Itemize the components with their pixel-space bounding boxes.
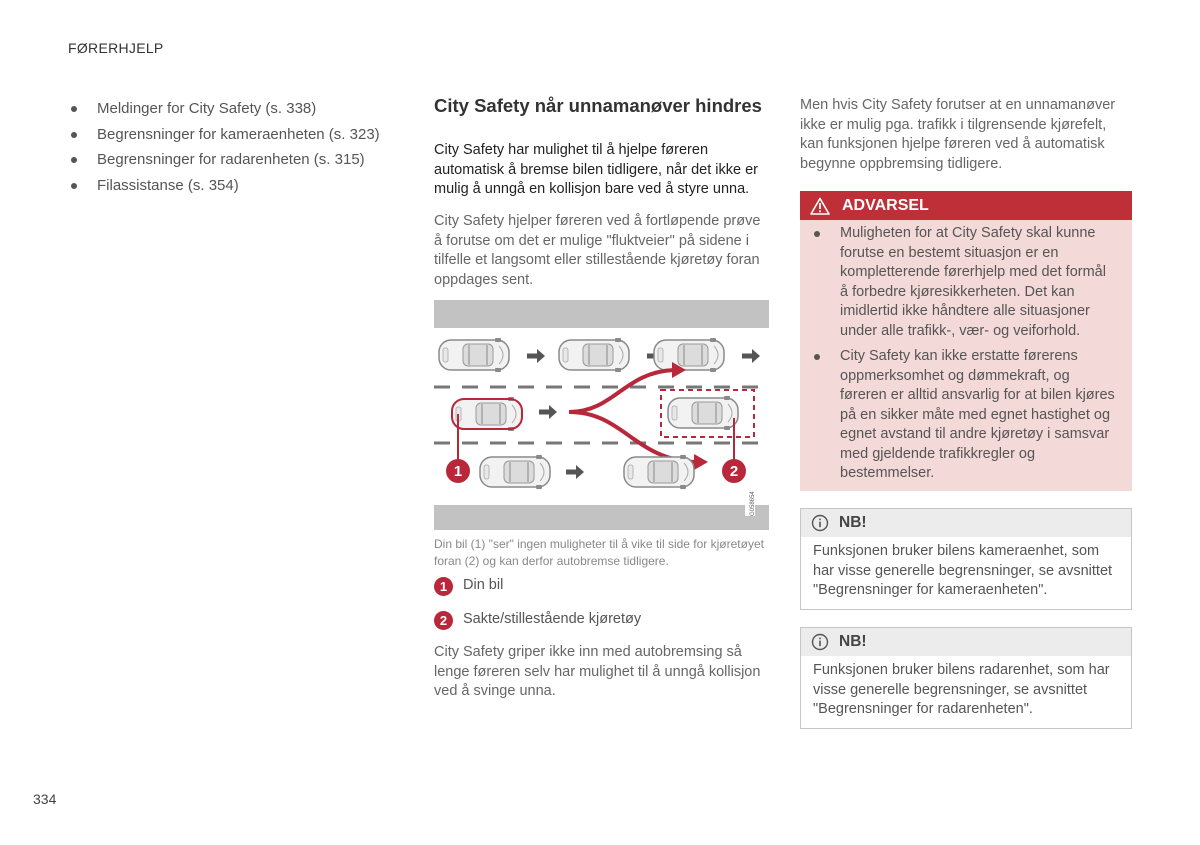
related-link[interactable]: Meldinger for City Safety (s. 338) <box>68 96 398 122</box>
callout-1-badge-icon: 1 <box>434 577 453 596</box>
related-link[interactable]: Begrensninger for kameraenheten (s. 323) <box>68 122 398 148</box>
related-link[interactable]: Begrensninger for radarenheten (s. 315) <box>68 147 398 173</box>
note-box-camera <box>800 508 1132 610</box>
figure-caption: Din bil (1) "ser" ingen muligheter til å vike til side for kjøretøyet foran (2) og kan derfor autobremse tidligere. <box>434 537 764 568</box>
svg-text:1: 1 <box>453 463 463 480</box>
info-icon <box>811 514 829 532</box>
warning-triangle-icon <box>810 197 830 215</box>
car-icon <box>439 338 509 372</box>
related-links-list <box>68 96 398 198</box>
related-link[interactable]: Filassistanse (s. 354) <box>68 173 398 199</box>
callout-1-icon <box>446 459 470 483</box>
bullet-icon <box>814 354 820 360</box>
car-icon <box>624 455 694 489</box>
car-icon <box>480 455 550 489</box>
note-text: Funksjonen bruker bilens kameraenhet, som har visse generelle begrensninger, se avsnittet "Begrensninger for kameraenheten". <box>813 543 1113 598</box>
roadside-top <box>434 300 769 328</box>
note-header <box>801 628 1131 656</box>
roadside-bottom <box>434 505 769 530</box>
svg-text:2: 2 <box>729 463 739 480</box>
warning-box <box>800 191 1132 491</box>
page-number: 334 <box>33 791 57 807</box>
warning-item: City Safety kan ikke erstatte førerens oppmerksomhet og dømmekraft, og føreren er alltid ansvarlig for at bilen kjøres på en sikker måte med egnet hastighet og egnet avstand til andre kjøretøy i samsvar med gjeldende trafikkregler og bestemmelser. <box>814 347 1118 484</box>
car-icon <box>559 338 629 372</box>
traffic-illustration <box>434 300 769 530</box>
warning-header <box>800 191 1132 220</box>
note-text: Funksjonen bruker bilens radarenhet, som har visse generelle begrensninger, se avsnittet "Begrensninger for radarenheten". <box>813 662 1110 717</box>
own-car-icon <box>452 397 522 431</box>
note-title: NB! <box>839 514 867 531</box>
bullet-icon <box>71 132 77 138</box>
car-icon <box>654 338 724 372</box>
note-title: NB! <box>839 633 867 650</box>
note-box-radar <box>800 627 1132 729</box>
bullet-icon <box>814 231 820 237</box>
stopped-car-icon <box>668 396 738 430</box>
callout-2-badge-icon: 2 <box>434 611 453 630</box>
body-paragraph: City Safety hjelper føreren ved å fortløpende prøve å forutse om det er mulige "fluktveier" på sidene i tilfelle et langsomt eller stillestående kjøretøy foran oppdages sent. <box>434 213 761 288</box>
note-header <box>801 509 1131 537</box>
bullet-icon <box>71 106 77 112</box>
bullet-icon <box>71 157 77 163</box>
info-icon <box>811 633 829 651</box>
callout-2-icon <box>722 459 746 483</box>
section-heading: City Safety når unnamanøver hindres <box>434 95 762 116</box>
section-header: FØRERHJELP <box>68 40 164 56</box>
legend-item: 1 Din bil <box>434 577 770 596</box>
warning-item: Muligheten for at City Safety skal kunne forutse en bestemt situasjon er en kompletterende førerhjelp med det formål å forbedre kjøresikkerheten. Det kan imidlertid ikke håndtere alle situasjoner under alle trafikk-, vær- og veiforhold. <box>814 224 1118 341</box>
warning-list <box>800 220 1132 484</box>
figure-code: G058654 <box>750 491 756 516</box>
legend-item: 2 Sakte/stillestående kjøretøy <box>434 611 770 630</box>
traffic-scene <box>434 300 769 530</box>
bullet-icon <box>71 183 77 189</box>
body-paragraph: City Safety griper ikke inn med autobremsing så lenge føreren selv har mulighet til å unngå kollisjon ved å svinge unna. <box>434 644 761 699</box>
lead-paragraph: City Safety har mulighet til å hjelpe føreren automatisk å bremse bilen tidligere, når det ikke er mulig å unngå en kollisjon bare ved å styre unna. <box>434 142 758 197</box>
warning-title: ADVARSEL <box>842 196 929 214</box>
body-paragraph: Men hvis City Safety forutser at en unnamanøver ikke er mulig pga. trafikk i tilgrensende kjørefelt, kan funksjonen hjelpe føreren ved å automatisk begynne oppbremsing tidligere. <box>800 97 1116 172</box>
